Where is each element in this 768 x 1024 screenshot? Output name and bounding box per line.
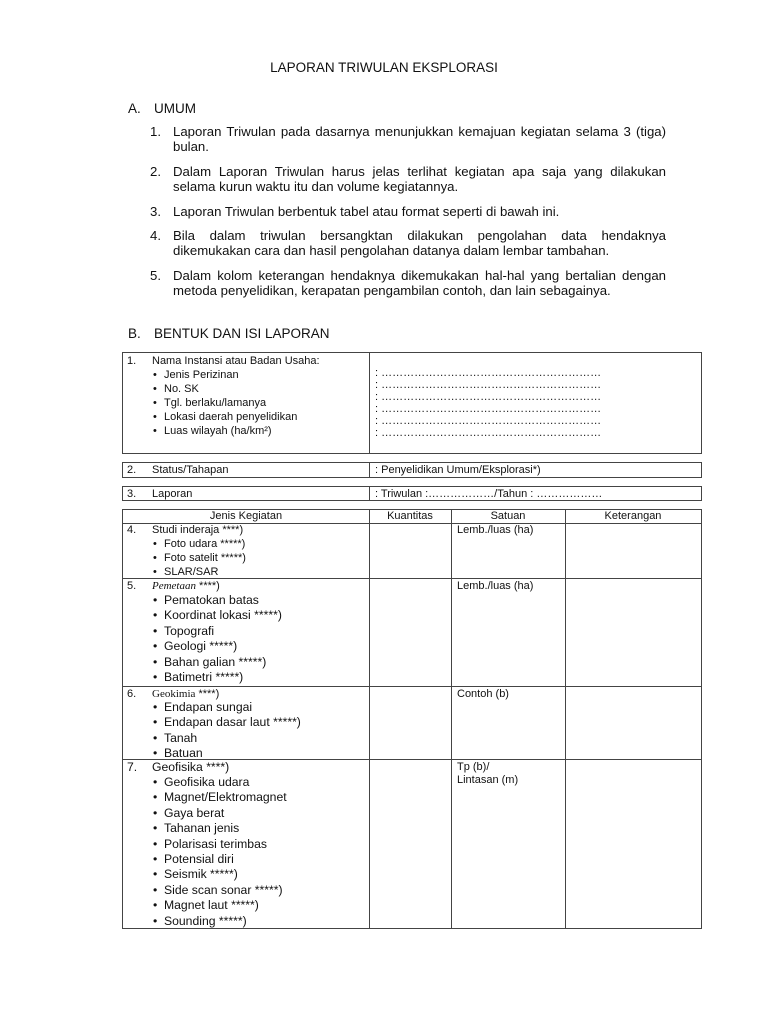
list-item: • Batuan: [153, 746, 301, 761]
row-title-suffix: ****): [195, 688, 220, 700]
list-item: • Bahan galian *****): [153, 655, 282, 670]
umum-list: [150, 124, 666, 308]
satuan-cell: Tp (b)/: [457, 761, 490, 773]
instansi-items: [153, 368, 297, 438]
list-item: • Tgl. berlaku/lamanya: [153, 396, 297, 410]
list-item: • Magnet laut *****): [153, 898, 287, 913]
satuan-cell-line2: Lintasan (m): [457, 774, 519, 786]
item-text: Laporan Triwulan berbentuk tabel atau format seperti di bawah ini.: [173, 203, 560, 219]
section-a-label: A.: [128, 101, 141, 116]
row-number: 4.: [127, 524, 137, 536]
row-title: Geofisika ****): [152, 760, 230, 774]
list-item: • Foto satelit *****): [153, 551, 246, 565]
header-kuantitas: Kuantitas: [387, 510, 433, 522]
list-item: • Luas wilayah (ha/km²): [153, 424, 297, 438]
laporan-label: Laporan: [152, 488, 193, 500]
column-divider: [565, 510, 566, 928]
list-item: • Side scan sonar *****): [153, 883, 287, 898]
row-title: Studi inderaja ****): [152, 524, 244, 536]
list-item: • Foto udara *****): [153, 537, 246, 551]
laporan-value[interactable]: : Triwulan :………………/Tahun : ………………: [375, 488, 603, 500]
instansi-heading: Nama Instansi atau Badan Usaha:: [152, 355, 320, 367]
header-satuan: Satuan: [490, 510, 526, 522]
list-item: • Potensial diri: [153, 852, 287, 867]
column-divider: [369, 463, 370, 477]
column-divider: [369, 487, 370, 500]
item-text: Dalam kolom keterangan hendaknya dikemukakan hal-hal yang bertalian dengan metoda penyelidikan, kerapatan pengambilan contoh, dan lain sebagainya.: [173, 267, 666, 299]
fill-line[interactable]: : ……………………………………………………: [375, 427, 602, 439]
header-keterangan: Keterangan: [604, 510, 662, 522]
satuan-cell: Lemb./luas (ha): [457, 524, 534, 536]
item-number: 5.: [150, 267, 161, 283]
column-divider: [451, 510, 452, 928]
row-number: 7.: [127, 760, 138, 774]
section-b-heading: [128, 326, 330, 341]
list-item: • Seismik *****): [153, 867, 287, 882]
row-title-wrap: [152, 687, 219, 701]
list-item: • Magnet/Elektromagnet: [153, 790, 287, 805]
satuan-cell: Lemb./luas (ha): [457, 580, 534, 592]
item-text: Bila dalam triwulan bersangktan dilakukan pengolahan data hendaknya dikemukakan cara dan hasil pengolahan datanya dalam lembar tambahan.: [173, 228, 666, 259]
list-item: • No. SK: [153, 382, 297, 396]
section-b-title: BENTUK DAN ISI LAPORAN: [154, 326, 330, 341]
instansi-box: [122, 352, 702, 454]
umum-item: [150, 228, 666, 259]
fill-line[interactable]: : ……………………………………………………: [375, 403, 602, 415]
list-item: • Topografi: [153, 624, 282, 639]
umum-item: [150, 204, 666, 219]
item-number: 3.: [150, 203, 161, 219]
fill-line[interactable]: : ……………………………………………………: [375, 379, 602, 391]
row-title-suffix: ****): [195, 580, 220, 592]
umum-item: [150, 124, 666, 155]
row-number: 3.: [127, 488, 137, 500]
list-item: • Gaya berat: [153, 806, 287, 821]
section-a-heading: [128, 101, 196, 116]
row-items: [153, 593, 282, 685]
status-box: [122, 462, 702, 478]
item-text: Laporan Triwulan pada dasarnya menunjukkan kemajuan kegiatan selama 3 (tiga) bulan.: [173, 124, 666, 155]
status-value[interactable]: : Penyelidikan Umum/Eksplorasi*): [375, 464, 541, 476]
item-number: 1.: [150, 124, 161, 139]
list-item: • Endapan sungai: [153, 700, 301, 715]
document-title: LAPORAN TRIWULAN EKSPLORASI: [270, 60, 498, 75]
list-item: • Pematokan batas: [153, 593, 282, 608]
laporan-box: [122, 486, 702, 501]
list-item: • Tahanan jenis: [153, 821, 287, 836]
fill-line[interactable]: : ……………………………………………………: [375, 415, 602, 427]
row-title-wrap: [152, 579, 220, 593]
header-jenis-kegiatan: Jenis Kegiatan: [209, 510, 283, 522]
list-item: • SLAR/SAR: [153, 565, 246, 579]
list-item: • Tanah: [153, 731, 301, 746]
row-number: 2.: [127, 464, 137, 476]
section-b-label: B.: [128, 326, 141, 341]
fill-line[interactable]: : ……………………………………………………: [375, 391, 602, 403]
status-label: Status/Tahapan: [152, 464, 229, 476]
list-item: • Polarisasi terimbas: [153, 837, 287, 852]
row-items: [153, 700, 301, 762]
list-item: • Endapan dasar laut *****): [153, 715, 301, 730]
umum-item: [150, 268, 666, 299]
item-number: 4.: [150, 228, 161, 244]
row-items: [153, 537, 246, 579]
list-item: • Batimetri *****): [153, 670, 282, 685]
activity-table: [122, 509, 702, 929]
list-item: • Lokasi daerah penyelidikan: [153, 410, 297, 424]
item-number: 2.: [150, 163, 161, 179]
umum-item: [150, 164, 666, 195]
list-item: • Geologi *****): [153, 639, 282, 654]
item-text: Dalam Laporan Triwulan harus jelas terlihat kegiatan apa saja yang dilakukan selama kurun waktu itu dan volume kegiatannya.: [173, 163, 666, 195]
list-item: • Sounding *****): [153, 914, 287, 929]
column-divider: [369, 353, 370, 453]
list-item: • Koordinat lokasi *****): [153, 608, 282, 623]
fill-line[interactable]: : ……………………………………………………: [375, 367, 602, 379]
row-title: Geokimia: [152, 688, 196, 700]
satuan-cell: Contoh (b): [457, 688, 509, 700]
row-number: 6.: [127, 688, 137, 700]
list-item: • Geofisika udara: [153, 775, 287, 790]
column-divider: [369, 510, 370, 928]
row-title: Pemetaan: [152, 580, 196, 592]
list-item: • Jenis Perizinan: [153, 368, 297, 382]
row-items: [153, 775, 287, 929]
section-a-title: UMUM: [154, 101, 196, 116]
row-number: 5.: [127, 580, 137, 592]
row-number: 1.: [127, 355, 137, 367]
